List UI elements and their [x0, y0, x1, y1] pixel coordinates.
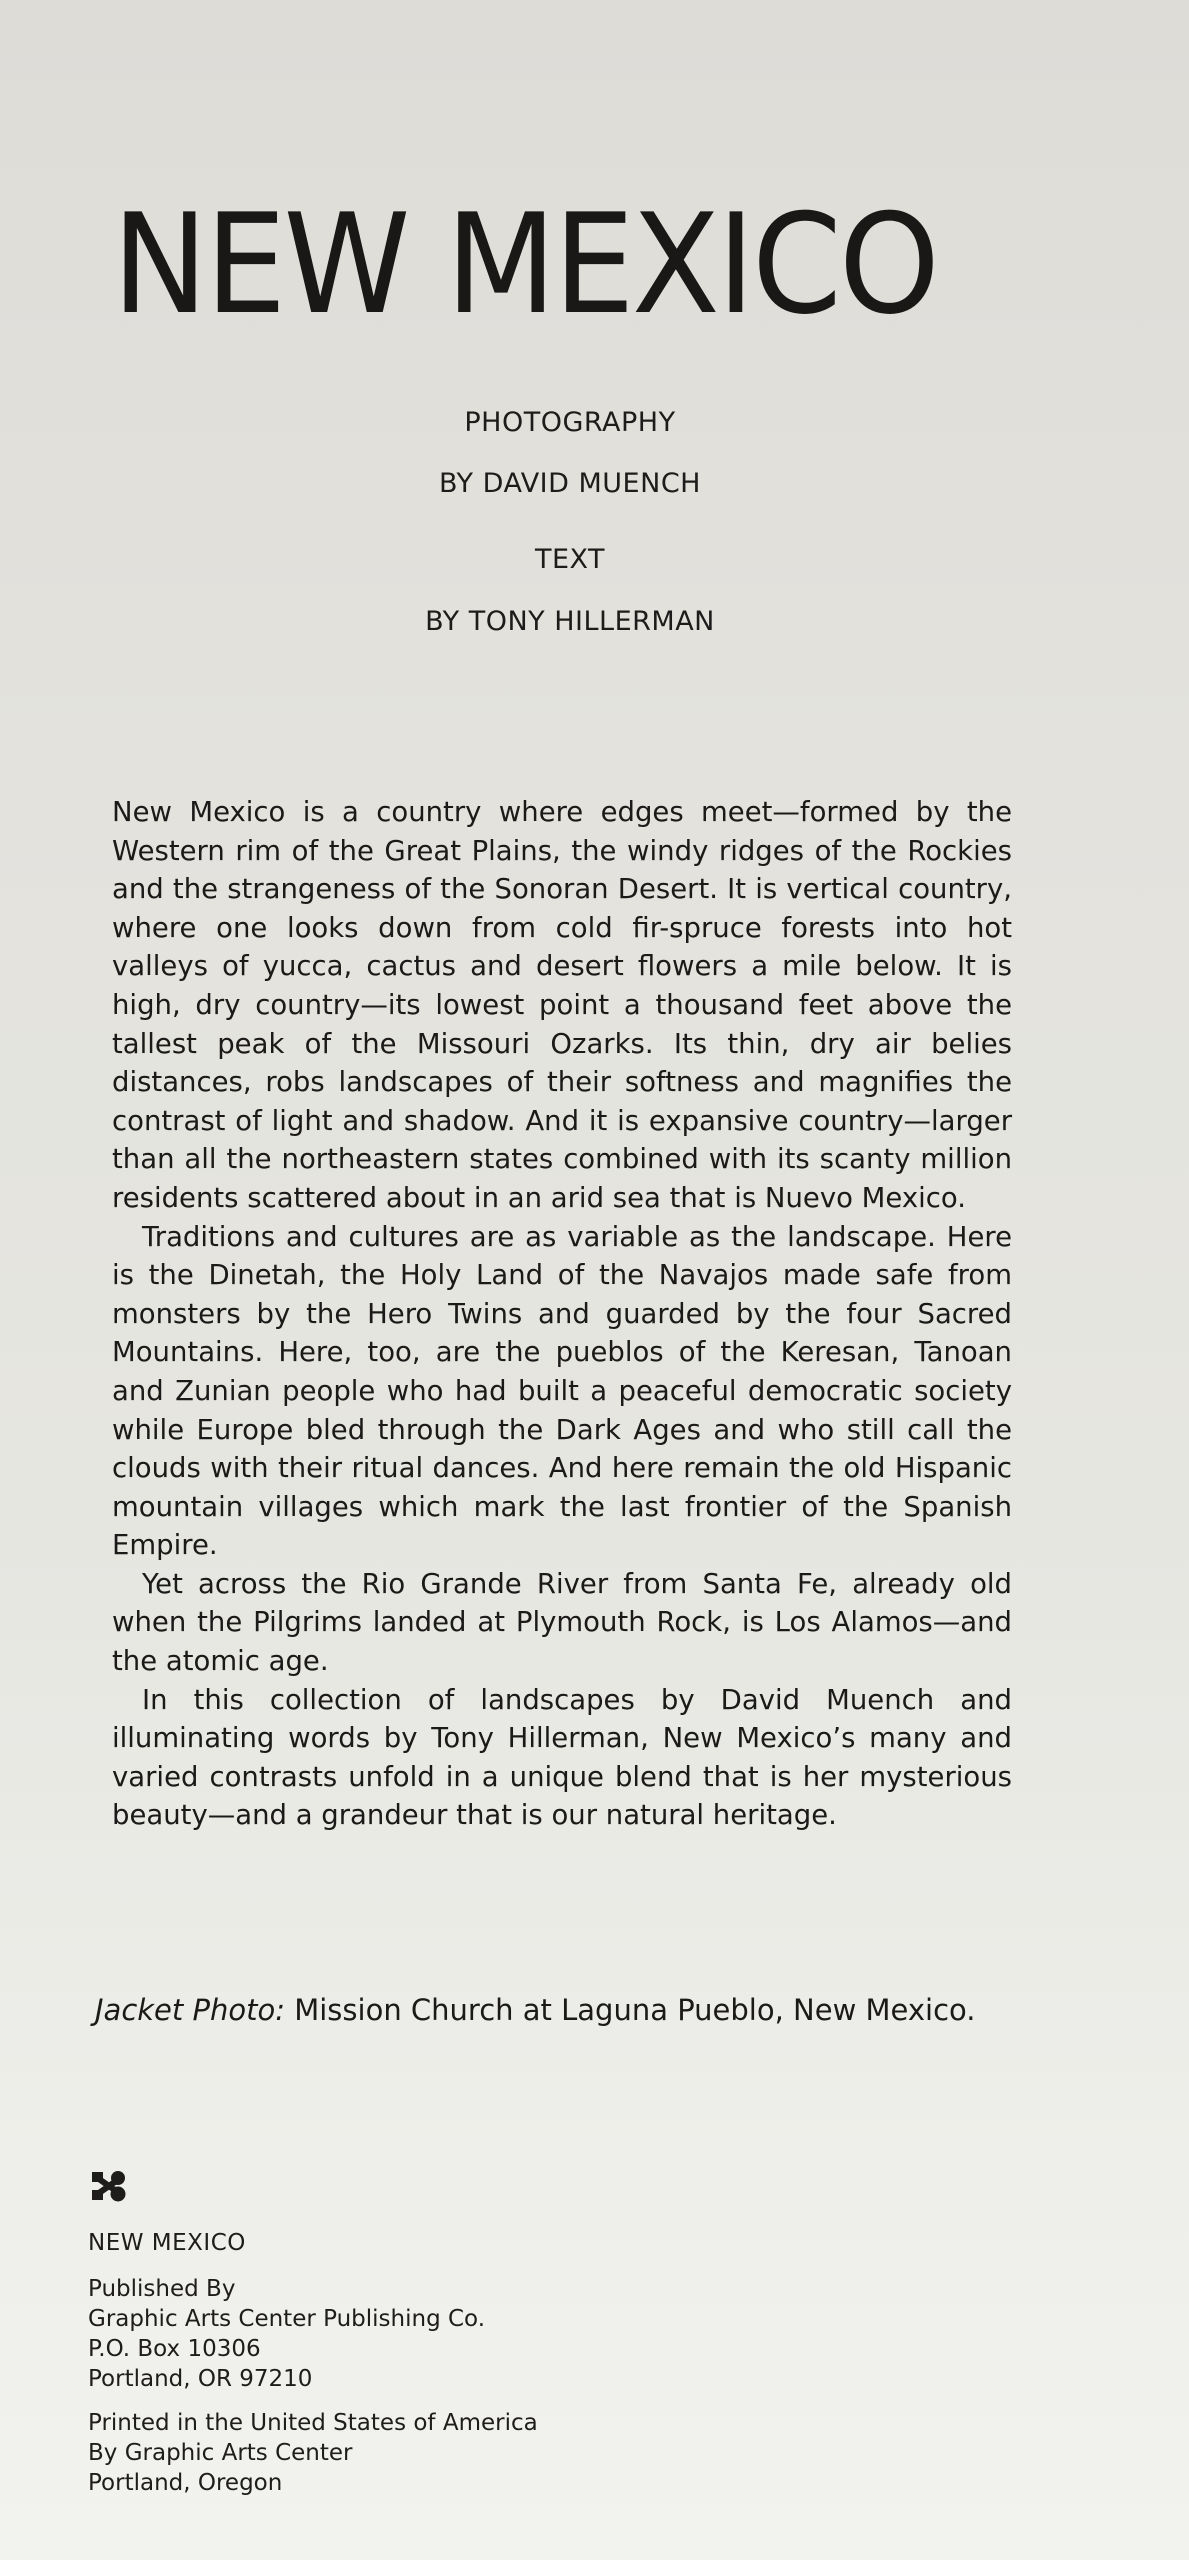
jacket-photo-caption [95, 1993, 1055, 2027]
publisher-line: P.O. Box 10306 [88, 2336, 261, 2362]
photography-label: PHOTOGRAPHY [464, 407, 676, 438]
colophon-book-title: NEW MEXICO [88, 2230, 246, 2256]
printer-line: Printed in the United States of America [88, 2410, 538, 2436]
jacket-description [112, 793, 1012, 1835]
colophon [88, 2170, 608, 2498]
printer-block [88, 2408, 608, 2498]
publisher-block [88, 2274, 608, 2394]
publisher-logo-icon [91, 2170, 127, 2202]
paragraph: In this collection of landscapes by David Muench and illuminating words by Tony Hillerman, New Mexico’s many and varied contrasts unfold in a unique blend that is her mysterious beauty—and a grandeur that is our natural heritage. [112, 1683, 1012, 1832]
book-title: NEW MEXICO [112, 184, 938, 345]
paragraph: Yet across the Rio Grande River from Santa Fe, already old when the Pilgrims landed at Plymouth Rock, is Los Alamos—and the atomic age. [112, 1567, 1012, 1678]
publisher-line: Portland, OR 97210 [88, 2366, 313, 2392]
jacket-photo-text: Mission Church at Laguna Pueblo, New Mexico. [285, 1993, 976, 2027]
publisher-line: Graphic Arts Center Publishing Co. [88, 2306, 486, 2332]
printer-line: By Graphic Arts Center [88, 2440, 353, 2466]
publisher-line: Published By [88, 2276, 236, 2302]
printer-line: Portland, Oregon [88, 2470, 283, 2496]
jacket-photo-label: Jacket Photo: [95, 1993, 285, 2027]
photographer-credit: BY DAVID MUENCH [439, 468, 701, 499]
author-credit: BY TONY HILLERMAN [425, 606, 715, 637]
text-label: TEXT [534, 544, 606, 575]
paragraph: Traditions and cultures are as variable as the landscape. Here is the Dinetah, the Holy Land of the Navajos made safe from monsters by the Hero Twins and guarded by the four Sacred Mountains. Here, too, are the pueblos of the Keresan, Tanoan and Zunian people who had built a peaceful democratic society while Europe bled through the Dark Ages and who still call the clouds with their ritual dances. And here remain the old Hispanic mountain villages which mark the last frontier of the Spanish Empire. [112, 1220, 1012, 1562]
paragraph: New Mexico is a country where edges meet—formed by the Western rim of the Great Plains, the windy ridges of the Rockies and the strangeness of the Sonoran Desert. It is vertical country, where one looks down from cold fir-spruce forests into hot valleys of yucca, cactus and desert flowers a mile below. It is high, dry country—its lowest point a thousand feet above the tallest peak of the Missouri Ozarks. Its thin, dry air belies distances, robs landscapes of their softness and magnifies the contrast of light and shadow. And it is expansive country—larger than all the northeastern states combined with its scanty million residents scattered about in an arid sea that is Nuevo Mexico. [112, 796, 1012, 1214]
